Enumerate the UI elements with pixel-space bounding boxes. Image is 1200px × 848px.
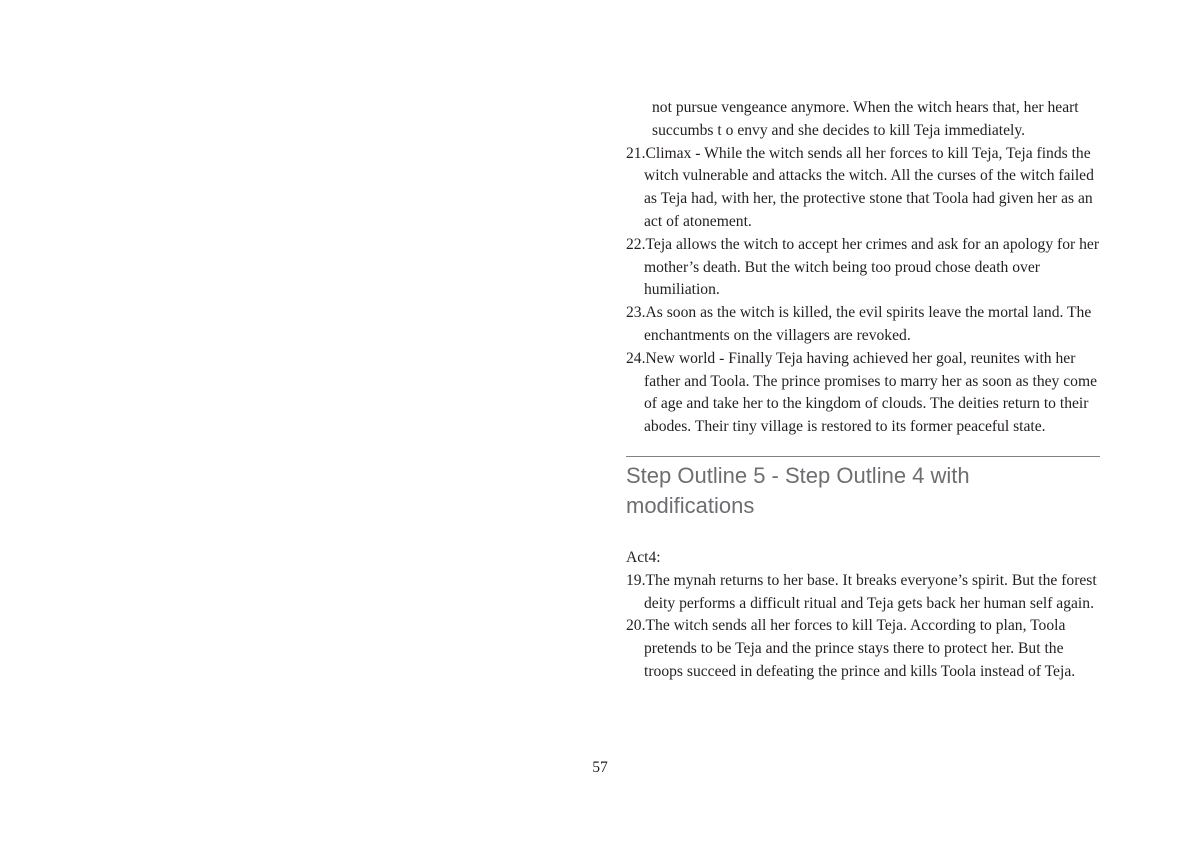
list-item: 22.Teja allows the witch to accept her crimes and ask for an apology for her mother’s death. But the witch being too proud chose death over humiliation. — [626, 235, 1100, 299]
text-column — [626, 97, 1100, 684]
section-heading: Step Outline 5 - Step Outline 4 with modifications — [626, 462, 970, 519]
act-label: Act4: — [626, 548, 661, 566]
list-item: 21.Climax - While the witch sends all her forces to kill Teja, Teja finds the witch vulnerable and attacks the witch. All the curses of the witch failed as Teja had, with her, the protective stone that Toola had given her as an act of atonement. — [626, 144, 1094, 230]
list-item: 23.As soon as the witch is killed, the evil spirits leave the mortal land. The enchantments on the villagers are revoked. — [626, 304, 1092, 344]
section-divider — [626, 456, 1100, 457]
list-item: 19.The mynah returns to her base. It breaks everyone’s spirit. But the forest deity performs a difficult ritual and Teja gets back her human self again. — [626, 571, 1097, 612]
page-number: 57 — [592, 759, 608, 776]
list-item: 24.New world - Finally Teja having achieved her goal, reunites with her father and Toola. The prince promises to marry her as soon as they come of age and take her to the kingdom of clouds. The deities return to their abodes. Their tiny village is restored to its former peaceful state. — [626, 349, 1098, 436]
continuation-paragraph: not pursue vengeance anymore. When the witch hears that, her heart succumbs t o envy and she decides to kill Teja immediately. — [652, 99, 1079, 139]
list-item: 20.The witch sends all her forces to kill Teja. According to plan, Toola pretends to be Teja and the prince stays there to protect her. But the troops succeed in defeating the prince and kills Toola instead of Teja. — [626, 617, 1076, 680]
